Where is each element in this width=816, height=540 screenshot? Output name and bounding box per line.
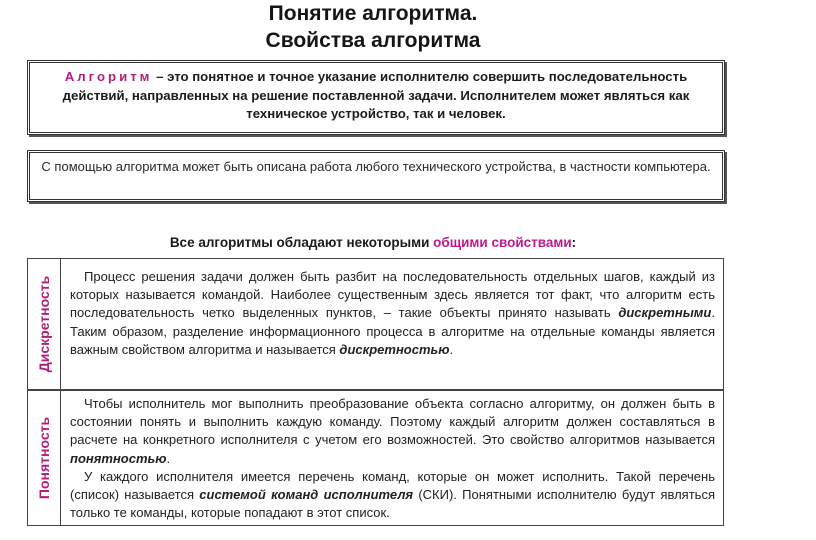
paragraph-text: . [449,341,454,357]
note-text: С помощью алгоритма может быть описана работа любого технического устройства, в частности компьютера. [41,159,711,174]
properties-heading-suffix: : [571,235,577,250]
properties-heading-prefix: Все алгоритмы обладают некоторыми [169,235,434,250]
property-paragraph [70,468,715,523]
definition-body: – это понятное и точное указание исполнителю совершить последовательность действий, направленных на решение поставленной задачи. Исполнителем может являться как техническое устройство, так и человек. [62,69,690,121]
title-line-2: Свойства алгоритма [265,29,481,52]
paragraph-text: Процесс решения задачи должен быть разбит на последовательность отдельных шагов, каждый из которых называется командой. Наиболее существенным здесь является тот факт, что алгоритм есть последовательность четко выделенных пунктов, – такие объекты принято называть [70,269,715,321]
definition-box [27,60,725,135]
paragraph-text: . Таким образом, разделение информационного процесса в алгоритме на отдельные команды является важным свойством алгоритма и называется [70,305,715,357]
properties-heading [0,235,746,250]
paragraph-text: У каждого исполнителя имеется перечень команд, которые он может исполнить. Такой перечень (список) называется [70,468,715,503]
definition-term: Алгоритм [64,69,153,84]
term-emphasis: понятностью [70,450,167,466]
definition-text [40,68,712,124]
property-row-discreteness [27,258,724,390]
note-box [27,150,725,202]
property-description [70,395,715,522]
term-emphasis: системой команд исполнителя [199,487,414,503]
property-description [70,268,715,359]
term-emphasis: дискретностью [339,341,450,357]
properties-heading-highlight: общими свойствами [433,235,572,250]
term-emphasis: дискретными [618,305,712,321]
property-paragraph [70,268,715,359]
property-row-understandability [27,390,724,526]
page-title [0,0,746,54]
property-paragraph [70,395,715,468]
title-line-1: Понятие алгоритма. [268,2,478,25]
paragraph-text: . [166,450,171,466]
property-label-cell [28,391,61,525]
property-label-cell [28,259,61,389]
property-label: Дискретность [36,275,52,373]
paragraph-text: (СКИ). Понятными исполнителю будут являться только те команды, которые попадают в этот список. [70,487,715,521]
paragraph-text: Чтобы исполнитель мог выполнить преобразование объекта согласно алгоритму, он должен быть в состоянии понять и выполнить каждую команду. Поэтому каждый алгоритм должен составляться в расчете на конкретного исполнителя с учетом его возможностей. Это свойство алгоритмов называется [70,396,715,448]
property-label: Понятность [36,416,52,500]
